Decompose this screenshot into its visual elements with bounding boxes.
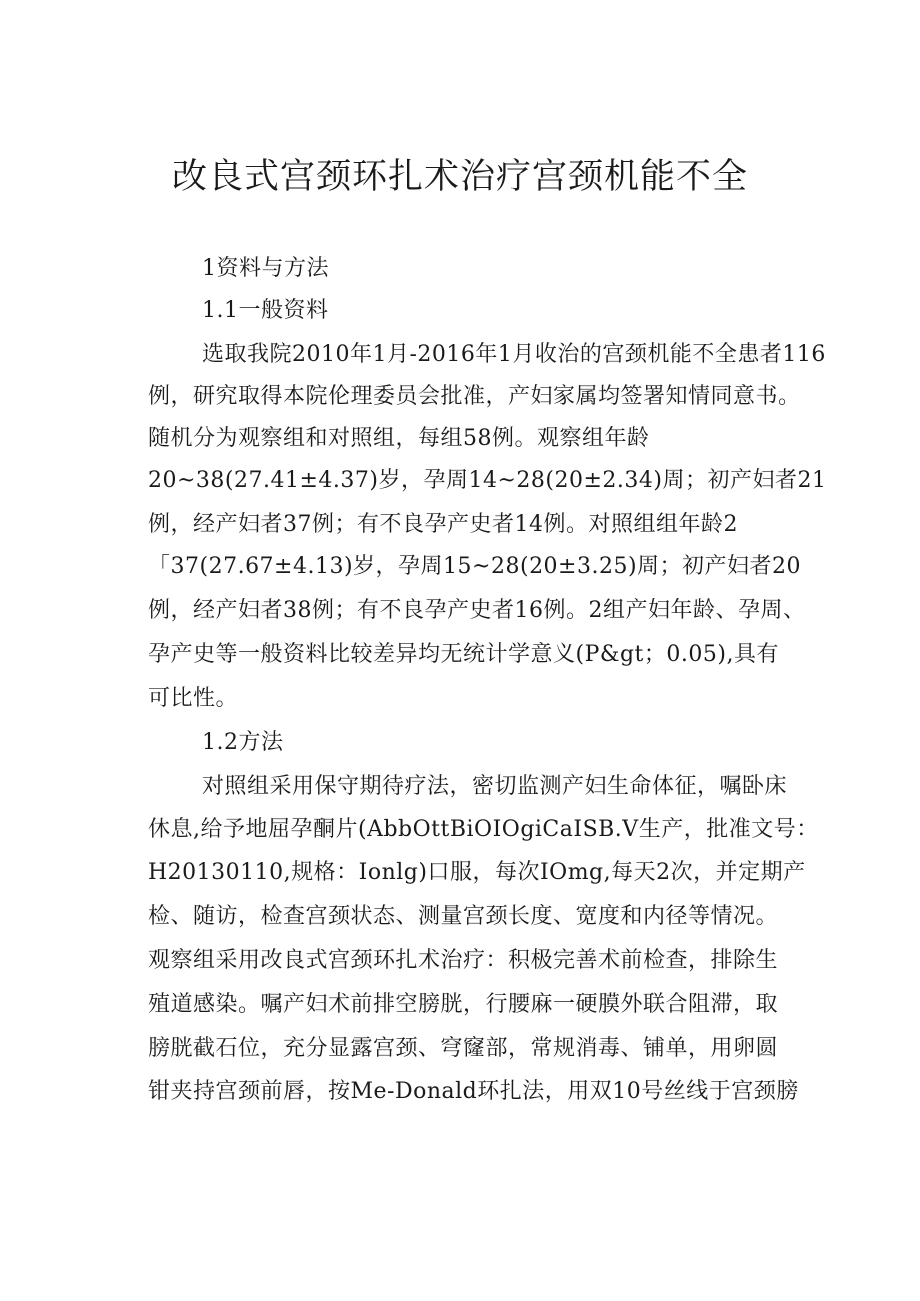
paragraph-line: 钳夹持宫颈前唇，按Me-Donald环扎法，用双10号丝线于宫颈膀 — [148, 1079, 799, 1104]
paragraph-line: 观察组采用改良式宫颈环扎术治疗：积极完善术前检查，排除生 — [148, 948, 779, 973]
paragraph-line: 「37(27.67±4.13)岁，孕周15~28(20±3.25)周；初产妇者20 — [148, 554, 802, 579]
paragraph-line: 例，经产妇者38例；有不良孕产史者16例。2组产妇年龄、孕周、 — [148, 598, 806, 623]
paragraph-line: 孕产史等一般资料比较差异均无统计学意义(P&gt；0.05),具有 — [148, 642, 779, 667]
paragraph-line: 选取我院2010年1月-2016年1月收治的宫颈机能不全患者116 — [202, 342, 826, 367]
subsection-heading: 1.1一般资料 — [202, 298, 329, 323]
paragraph-line: 可比性。 — [148, 686, 239, 711]
subsection-heading: 1.2方法 — [202, 730, 284, 755]
section-heading: 1资料与方法 — [202, 256, 329, 281]
paragraph-line: 殖道感染。嘱产妇术前排空膀胱，行腰麻一硬膜外联合阻滞，取 — [148, 992, 779, 1017]
paragraph-line: 20~38(27.41±4.37)岁，孕周14~28(20±2.34)周；初产妇者21 — [148, 468, 827, 493]
document-title: 改良式宫颈环扎术治疗宫颈机能不全 — [171, 157, 748, 197]
paragraph-line: 随机分为观察组和对照组，每组58例。观察组年龄 — [148, 426, 650, 451]
paragraph-line: 例，研究取得本院伦理委员会批准，产妇家属均签署知情同意书。 — [148, 384, 801, 409]
paragraph-line: 检、随访，检查宫颈状态、测量宫颈长度、宽度和内径等情况。 — [148, 904, 779, 929]
paragraph-line: 膀胱截石位，充分显露宫颈、穹窿部，常规消毒、铺单，用卵圆 — [148, 1036, 779, 1061]
paragraph-line: 对照组采用保守期待疗法，密切监测产妇生命体征，嘱卧床 — [202, 774, 788, 799]
paragraph-line: H20130110,规格：Ionlg)口服，每次IOmg,每天2次，并定期产 — [148, 860, 806, 885]
paragraph-line: 休息,给予地屈孕酮片(AbbOttBiOIOgiCaISB.V生产，批准文号： — [148, 817, 819, 842]
paragraph-line: 例，经产妇者37例；有不良孕产史者14例。对照组组年龄2 — [148, 512, 738, 537]
